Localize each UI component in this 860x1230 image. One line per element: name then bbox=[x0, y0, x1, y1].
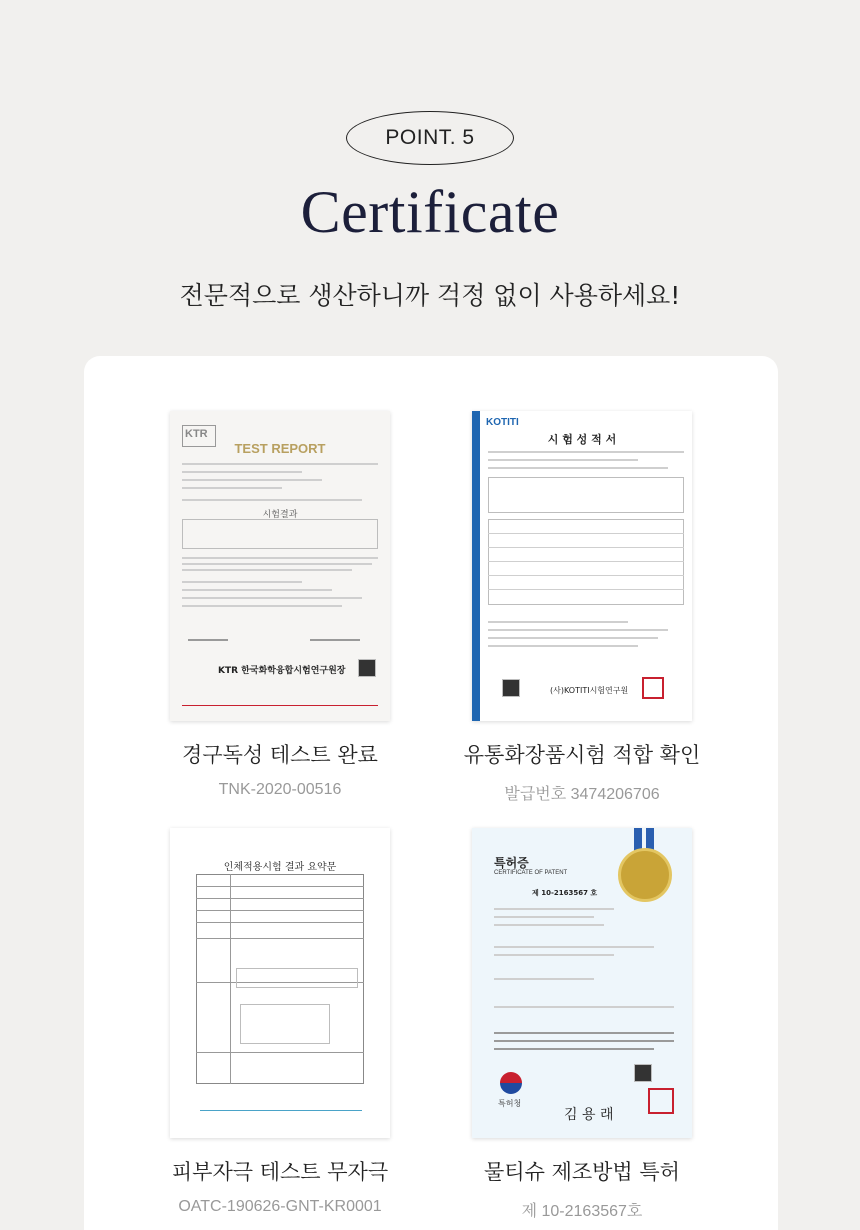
certificate-number: OATC-190626-GNT-KR0001 bbox=[178, 1198, 382, 1215]
qr-code-icon bbox=[634, 1064, 652, 1082]
taegeuk-icon bbox=[500, 1072, 522, 1094]
certificate-name: 피부자극 테스트 무자극 bbox=[171, 1160, 389, 1184]
point-badge bbox=[346, 111, 514, 165]
test-report-heading: TEST REPORT bbox=[234, 441, 326, 456]
page-subtitle: 전문적으로 생산하니까 걱정 없이 사용하세요! bbox=[179, 281, 681, 310]
gold-seal-icon bbox=[618, 848, 672, 902]
patent-subheading: CERTIFICATE OF PATENT bbox=[494, 870, 568, 876]
certificate-name: 물티슈 제조방법 특허 bbox=[484, 1160, 680, 1184]
ktr-issuer: KTR 한국화학융합시험연구원장 bbox=[218, 666, 346, 676]
certificate-image-kotiti bbox=[472, 411, 692, 721]
certificate-name: 경구독성 테스트 완료 bbox=[182, 743, 378, 767]
certificate-number: TNK-2020-00516 bbox=[218, 781, 342, 798]
certificate-image-skin-test bbox=[170, 828, 390, 1138]
certificate-card-cosmetics-test bbox=[432, 411, 732, 804]
kotiti-issuer: (사)KOTITI시험연구원 bbox=[550, 686, 629, 695]
kotiti-heading: 시 험 성 적 서 bbox=[547, 433, 617, 446]
commissioner-signature: 김 용 래 bbox=[564, 1107, 614, 1123]
certificate-image-patent bbox=[472, 828, 692, 1138]
patent-office-label: 특허청 bbox=[498, 1099, 522, 1108]
kotiti-logo: KOTITI bbox=[486, 417, 519, 428]
point-badge-label: POINT. 5 bbox=[385, 126, 475, 149]
certificate-panel bbox=[84, 356, 778, 1230]
page-title: Certificate bbox=[300, 179, 560, 245]
qr-code-icon bbox=[502, 679, 520, 697]
kotiti-side-bar bbox=[472, 411, 480, 721]
certificate-card-oral-toxicity bbox=[130, 411, 430, 799]
skin-test-heading: 인체적용시험 결과 요약문 bbox=[223, 862, 337, 873]
red-seal-icon bbox=[648, 1088, 674, 1114]
certificate-image-ktr bbox=[170, 411, 390, 721]
certificate-name: 유통화장품시험 적합 확인 bbox=[463, 743, 701, 767]
certificate-card-patent bbox=[432, 828, 732, 1221]
test-result-label: 시험결과 bbox=[262, 510, 298, 520]
certificate-card-skin-irritation bbox=[130, 828, 430, 1216]
certificate-number: 제 10-2163567호 bbox=[521, 1203, 643, 1220]
ktr-logo: KTR bbox=[185, 428, 208, 440]
patent-number: 제 10-2163567 호 bbox=[532, 889, 598, 897]
red-seal-icon bbox=[642, 677, 664, 699]
certificate-number: 발급번호 3474206706 bbox=[504, 786, 660, 803]
patent-heading: 특허증 bbox=[494, 856, 529, 870]
qr-code-icon bbox=[358, 659, 376, 677]
